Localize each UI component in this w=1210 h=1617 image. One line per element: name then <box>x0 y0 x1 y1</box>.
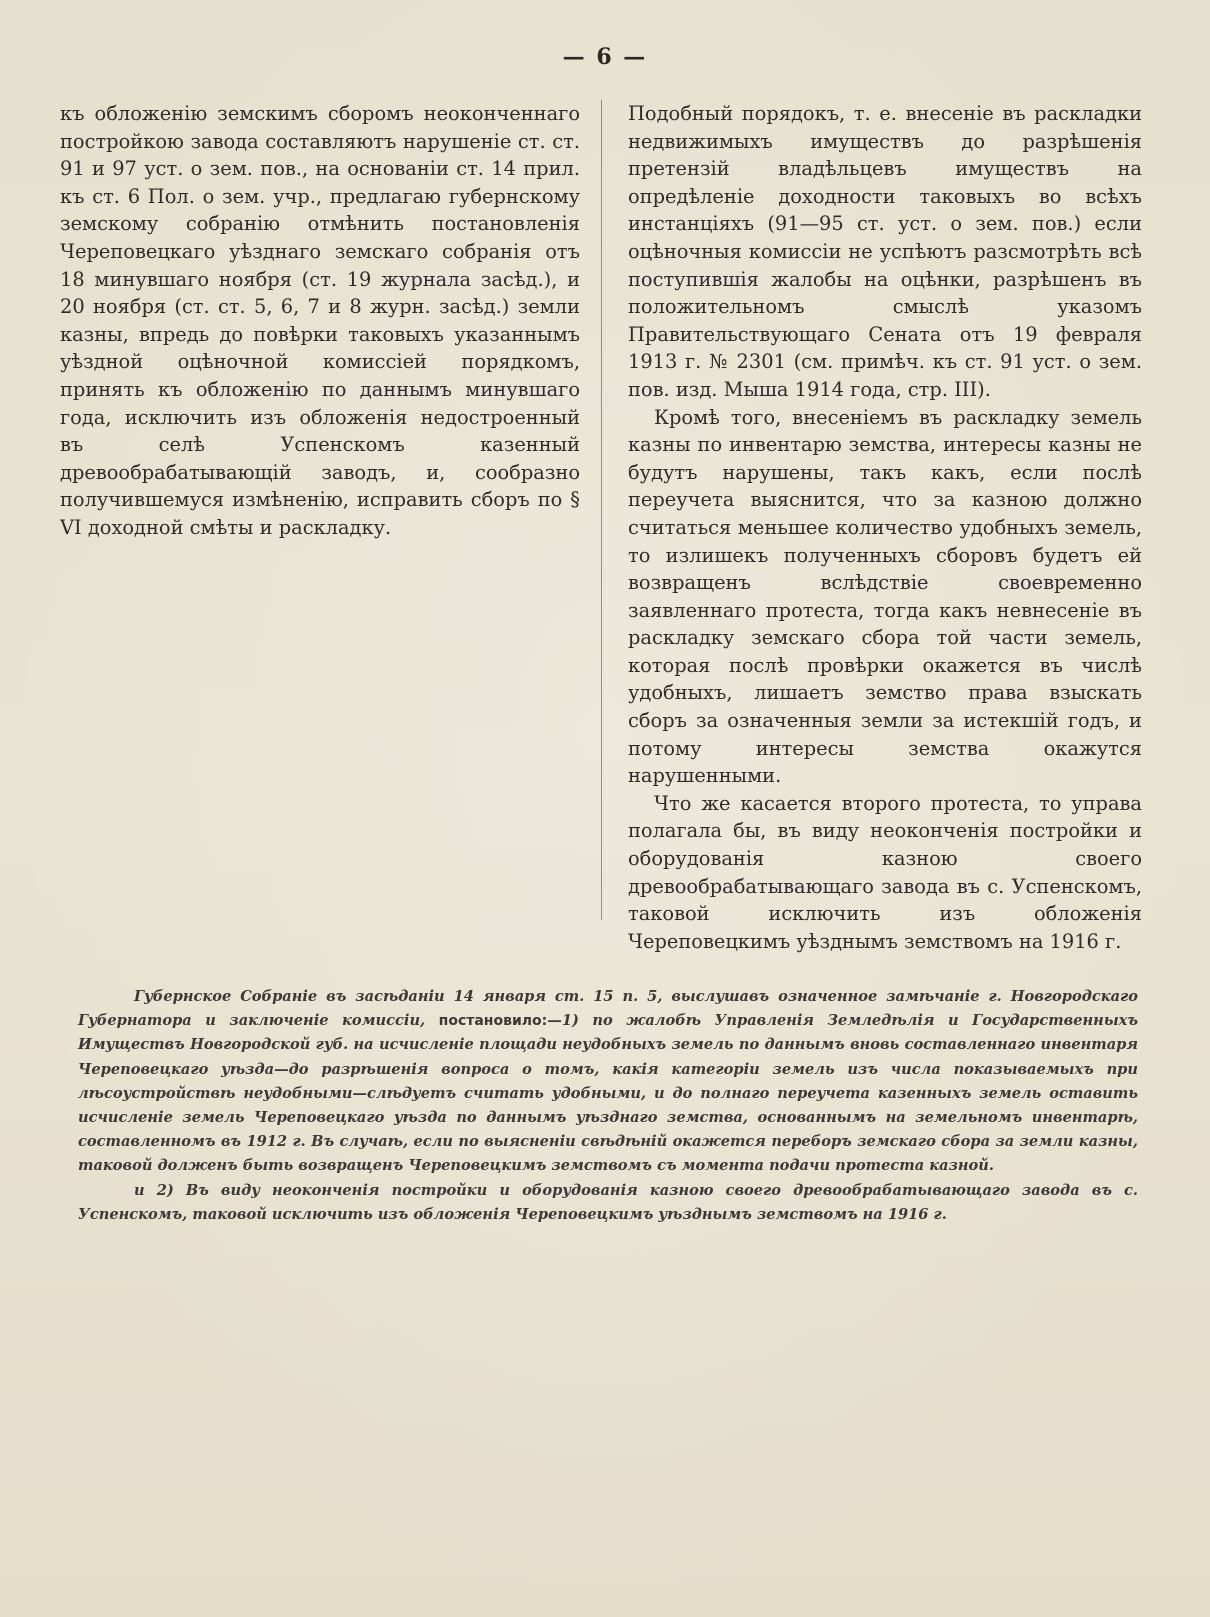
resolution-point-1: —1) по жалобѣ Управленія Земледѣлія и Государственныхъ Имуществъ Новгородской губ. на исчисленіе площади неудобныхъ земель по даннымъ вновь составленнаго инвентаря Череповецкаго уѣзда—до разрѣшенія вопроса о томъ, какія категоріи земель изъ числа показываемыхъ при лѣсоустройствѣ неудобными—слѣдуетъ считать удобными, и до полнаго переучета казенныхъ земель оставить исчисленіе земель Череповецкаго уѣзда по даннымъ уѣзднаго земства, основаннымъ на земельномъ инвентарѣ, составленномъ въ 1912 г. Въ случаѣ, если по выясненіи свѣдѣній окажется переборъ земскаго сбора за земли казны, таковой долженъ быть возвращенъ Череповецкимъ земствомъ съ момента подачи протеста казной. <box>78 1012 1138 1175</box>
page-number: — 6 — <box>562 44 648 70</box>
right-paragraph-3: Что же касается второго протеста, то управа полагала бы, въ виду неоконченія постройки и оборудованія казною своего древообрабатывающаго завода въ с. Успенскомъ, таковой исключить изъ обложенія Череповецкимъ уѣзднымъ земствомъ на 1916 г. <box>628 791 1142 953</box>
left-paragraph-1: къ обложенію земскимъ сборомъ неоконченнаго постройкою завода составляютъ нарушеніе ст. ст. 91 и 97 уст. о зем. пов., на основаніи ст. 14 прил. къ ст. 6 Пол. о зем. учр., предлагаю губернскому земскому собранію отмѣнить постановленія Череповецкаго уѣзднаго земскаго собранія отъ 18 минувшаго ноября (ст. 19 журнала засѣд.), и 20 ноября (ст. ст. 5, 6, 7 и 8 журн. засѣд.) земли казны, впредь до повѣрки таковыхъ указаннымъ уѣздной оцѣночной комиссіей порядкомъ, принять къ обложенію по даннымъ минувшаго года, исключить изъ обложенія недостроенный въ селѣ Успенскомъ казенный древообрабатывающій заводъ, и, сообразно получившемуся измѣненію, исправить сборъ по § VI доходной смѣты и раскладку. <box>60 102 580 539</box>
left-column <box>60 100 580 542</box>
resolution-part-1 <box>78 985 1138 1179</box>
column-divider <box>601 100 602 920</box>
assembly-resolution <box>78 985 1138 1227</box>
right-paragraph-2: Кромѣ того, внесеніемъ въ раскладку земель казны по инвентарю земства, интересы казны не будутъ нарушены, такъ какъ, если послѣ переучета выяснится, что за казною должно считаться меньшее количество удобныхъ земель, то излишекъ полученныхъ сборовъ будетъ ей возвращенъ вслѣдствіе своевременно заявленнаго протеста, тогда какъ невнесеніе въ раскладку земскаго сбора той части земель, которая послѣ провѣрки окажется въ числѣ удобныхъ, лишаетъ земство права взыскать сборъ за означенныя земли за истекшій годъ, и потому интересы земства окажутся нарушенными. <box>628 405 1142 788</box>
right-column <box>628 100 1142 955</box>
resolution-intro: Губернское Собраніе въ засѣданіи 14 января ст. 15 п. 5, выслушавъ означенное замѣчаніе г. Новгородскаго Губернатора и заключеніе комиссіи, <box>78 988 1138 1030</box>
resolution-keyword: постановило: <box>438 1013 548 1030</box>
resolution-part-2: и 2) Въ виду неоконченія постройки и оборудованія казною своего древообрабатывающаго завода въ с. Успенскомъ, таковой исключить изъ обложенія Череповецкимъ уѣзднымъ земствомъ на 1916 г. <box>78 1181 1138 1223</box>
right-paragraph-1: Подобный порядокъ, т. е. внесеніе въ раскладки недвижимыхъ имуществъ до разрѣшенія претензій владѣльцевъ имуществъ на опредѣленіе доходности таковыхъ во всѣхъ инстанціяхъ (91—95 ст. уст. о зем. пов.) если оцѣночныя комиссіи не успѣютъ разсмотрѣть всѣ поступившія жалобы на оцѣнки, разрѣшенъ въ положительномъ смыслѣ указомъ Правительствующаго Сената отъ 19 февраля 1913 г. № 2301 (см. примѣч. къ ст. 91 уст. о зем. пов. изд. Мыша 1914 года, стр. III). <box>628 102 1142 401</box>
